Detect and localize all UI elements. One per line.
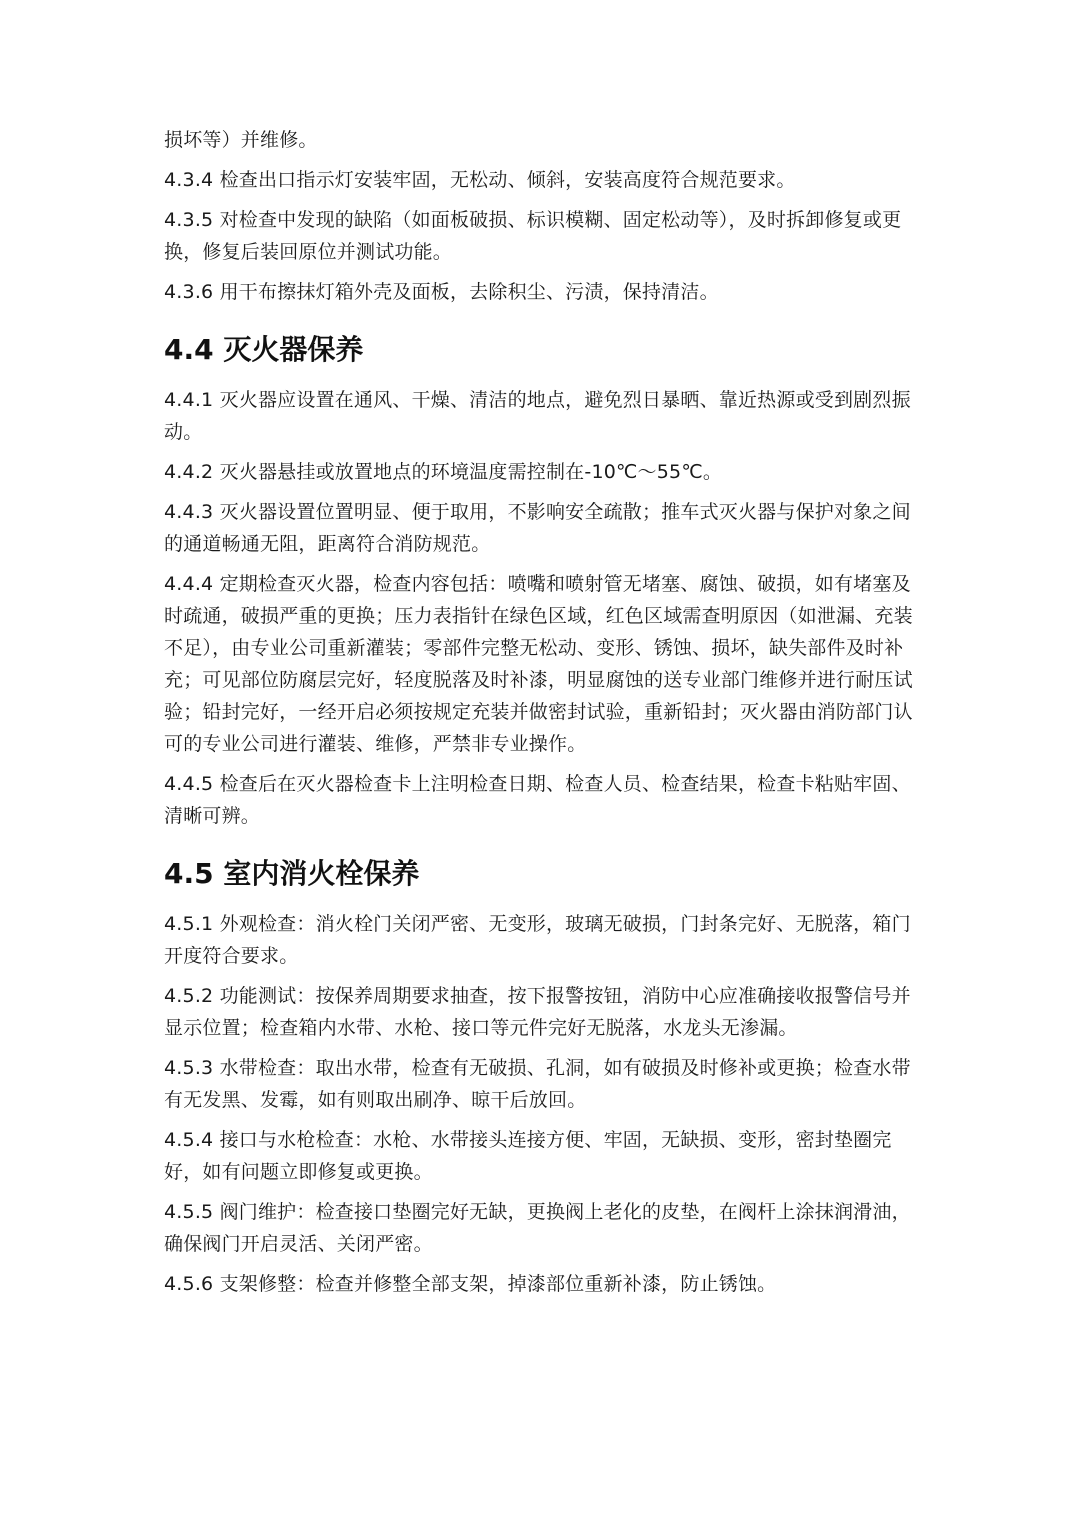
heading-4-5: 4.5 室内消火栓保养	[164, 857, 420, 890]
para-4-3-6: 4.3.6 用干布擦抹灯箱外壳及面板，去除积尘、污渍，保持清洁。	[164, 281, 719, 303]
para-4-5-2: 4.5.2 功能测试：按保养周期要求抽查，按下报警按钮，消防中心应准确接收报警信号并显示位置；检查箱内水带、水枪、接口等元件完好无脱落，水龙头无渗漏。	[164, 985, 911, 1039]
para-4-5-1: 4.5.1 外观检查：消火栓门关闭严密、无变形，玻璃无破损，门封条完好、无脱落，箱门开度符合要求。	[164, 913, 911, 967]
para-4-4-5: 4.4.5 检查后在灭火器检查卡上注明检查日期、检查人员、检查结果，检查卡粘贴牢固、清晰可辨。	[164, 773, 911, 827]
para-4-3-5: 4.3.5 对检查中发现的缺陷（如面板破损、标识模糊、固定松动等），及时拆卸修复或更换，修复后装回原位并测试功能。	[164, 209, 902, 263]
para-4-5-3: 4.5.3 水带检查：取出水带，检查有无破损、孔洞，如有破损及时修补或更换；检查水带有无发黑、发霉，如有则取出刷净、晾干后放回。	[164, 1057, 911, 1111]
para-4-3-4: 4.3.4 检查出口指示灯安装牢固，无松动、倾斜，安装高度符合规范要求。	[164, 169, 796, 191]
para-4-4-4: 4.4.4 定期检查灭火器，检查内容包括：喷嘴和喷射管无堵塞、腐蚀、破损，如有堵塞及时疏通，破损严重的更换；压力表指针在绿色区域，红色区域需查明原因（如泄漏、充装不足），由专业公司重新灌装；零部件完整无松动、变形、锈蚀、损坏，缺失部件及时补充；可见部位防腐层完好，轻度脱落及时补漆，明显腐蚀的送专业部门维修并进行耐压试验；铅封完好，一经开启必须按规定充装并做密封试验，重新铅封；灭火器由消防部门认可的专业公司进行灌装、维修，严禁非专业操作。	[164, 573, 913, 755]
para-4-5-4: 4.5.4 接口与水枪检查：水枪、水带接头连接方便、牢固，无缺损、变形，密封垫圈完好，如有问题立即修复或更换。	[164, 1129, 892, 1183]
para-4-5-5: 4.5.5 阀门维护：检查接口垫圈完好无缺，更换阀上老化的皮垫，在阀杆上涂抹润滑油，确保阀门开启灵活、关闭严密。	[164, 1201, 911, 1255]
para-4-4-1: 4.4.1 灭火器应设置在通风、干燥、清洁的地点，避免烈日暴晒、靠近热源或受到剧烈振动。	[164, 389, 911, 443]
para-4-4-3: 4.4.3 灭火器设置位置明显、便于取用，不影响安全疏散；推车式灭火器与保护对象之间的通道畅通无阻，距离符合消防规范。	[164, 501, 911, 555]
heading-4-4: 4.4 灭火器保养	[164, 333, 364, 366]
para-4-4-2: 4.4.2 灭火器悬挂或放置地点的环境温度需控制在-10℃～55℃。	[164, 461, 723, 483]
document-page	[164, 124, 916, 1308]
para-4-3-3-cont: 损坏等）并维修。	[164, 129, 318, 151]
para-4-5-6: 4.5.6 支架修整：检查并修整全部支架，掉漆部位重新补漆，防止锈蚀。	[164, 1273, 777, 1295]
